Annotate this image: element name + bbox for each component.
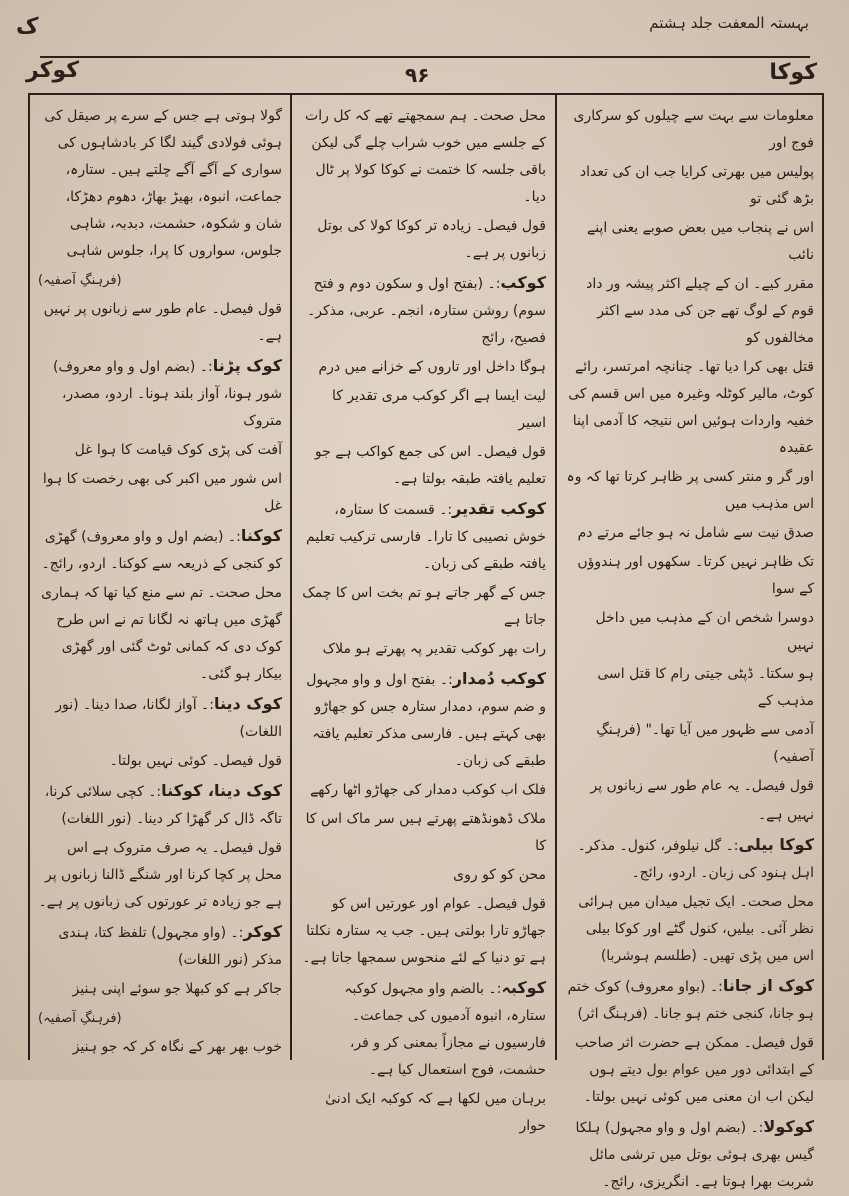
entry-body: قول فیصل۔ یہ صرف متروک ہے اس محل پر کچا کرنا اور شنگے ڈالنا زبانوں پر ہے جو زیادہ تر عورتوں کی زبانوں پر ہے۔ <box>38 840 282 910</box>
entry-text <box>38 835 282 916</box>
entry-body: معلومات سے بہت سے چیلوں کو سرکاری فوج اور <box>573 108 814 151</box>
entry-text <box>38 748 282 775</box>
text-columns <box>28 95 824 1190</box>
entry-body: فلک اب کوکب دمدار کی جھاڑو اٹھا رکھے <box>310 782 546 798</box>
column-right <box>556 95 824 1190</box>
book-title: بہستہ المعفت جلد ہشتم <box>649 14 809 32</box>
entry-body: برہان میں لکھا ہے کہ کوکبہ ایک ادنیٰ حوار <box>325 1091 546 1134</box>
entry-body: قتل بھی کرا دیا تھا۔ چنانچہ امرتسر، رائے کوٹ، مالیر کوٹلہ وغیرہ میں اس قسم کی خفیہ واردات ہوئیں اس نتیجہ کا آدمی اپنا عقیدہ <box>568 359 814 456</box>
entry-body: ملاک ڈھونڈھتے پھرتے ہیں سر ماک اس کا کا <box>305 811 546 854</box>
entry-text <box>566 802 814 829</box>
headword: کوک دینا <box>213 694 282 713</box>
entry-text <box>566 773 814 800</box>
entry-body: قول فیصل۔ زیادہ تر کوکا کولا کی بوتل زبانوں پر ہے۔ <box>317 218 546 261</box>
entry-body: :۔ (بضم اول و واو معروف) شور ہونا، آواز بلند ہونا۔ اردو، مصدر، متروک <box>53 359 282 429</box>
entry-body: اور گر و منتر کسی پر ظاہر کرتا تھا کہ وہ اس مذہب میں <box>566 469 814 512</box>
entry-text <box>38 1034 282 1061</box>
entry-body: :۔ گل نیلوفر، کنول۔ مذکر۔ اہل ہنود کی زبان۔ اردو، رائج۔ <box>577 838 814 881</box>
dictionary-entry <box>38 918 282 974</box>
entry-body: محن کو کو روی <box>453 867 546 883</box>
header-rule-top <box>40 56 810 58</box>
entry-text <box>38 466 282 520</box>
entry-body: خوب بھر بھر کے نگاہ کر کہ جو ہنیز <box>72 1039 282 1055</box>
entry-body: مقرر کیے۔ ان کے چیلے اکثر پیشہ ور داد قوم کے لوگ تھے جن کی مدد سے اکثر مخالفوں کو <box>586 276 814 346</box>
first-headword: کوکا <box>769 60 817 85</box>
column-middle <box>292 95 556 1134</box>
dictionary-entry <box>38 352 282 435</box>
entry-body: قول فیصل۔ عوام اور عورتیں اس کو جھاڑو تارا بولتی ہیں۔ جب یہ ستارہ نکلتا ہے تو دنیا کے لئے منحوس سمجھا جاتا ہے۔ <box>302 896 546 966</box>
entry-text <box>566 520 814 547</box>
entry-body: قول فیصل۔ کوئی نہیں بولتا۔ <box>109 753 282 769</box>
entry-text <box>566 159 814 213</box>
entry-body: (فرہنگِ آصفیہ) <box>38 1011 122 1026</box>
headword: کوکا بیلی <box>738 835 814 854</box>
entry-text <box>302 103 546 211</box>
entry-text <box>38 580 282 688</box>
entry-body: :۔ (واو مجہول) تلفظ کتا، ہندی مذکر (نور اللغات) <box>58 925 282 968</box>
entry-text <box>566 889 814 970</box>
corner-letter: ک <box>16 14 39 39</box>
headword: کوکب تقدیر <box>452 499 546 518</box>
entry-text <box>302 383 546 437</box>
source-citation <box>38 1005 282 1032</box>
entry-body: گولا ہوتی ہے جس کے سرے پر صیقل کی ہوئی فولادی گیند لگا کر بادشاہوں کی سواری کے آگے آگے چلتے ہیں۔ ستارہ، جماعت، انبوہ، بھیڑ بھاڑ، دھوم دھڑکا، شان و شکوہ، حشمت، دبدبہ، شاہی جلوس، سواروں کا پرا، جلوس شاہی <box>44 108 282 259</box>
entry-text <box>302 806 546 860</box>
entry-body: :۔ (بفتح اول و سکون دوم و فتح سوم) روشن ستارہ، انجم۔ عربی، مذکر۔ فصیح، رائج <box>307 276 546 346</box>
entry-body: لیت ایسا ہے اگر کوکب مری تقدیر کا اسیر <box>332 388 546 431</box>
entry-text <box>566 661 814 715</box>
entry-text <box>302 1086 546 1140</box>
entry-text <box>38 296 282 350</box>
entry-text <box>302 354 546 381</box>
entry-body: محل صحت۔ ایک تجیل میدان میں ہرائی نظر آئی۔ بیلیں، کنول گٹے اور کوکا بیلی اس میں پڑی تھیں۔ (طلسم ہوشربا) <box>578 894 814 964</box>
entry-text <box>566 605 814 659</box>
entry-text <box>302 862 546 889</box>
dictionary-entry <box>566 972 814 1028</box>
entry-text <box>566 103 814 157</box>
entry-body: آدمی سے ظہور میں آیا تھا۔" (فرہنگِ آصفیہ) <box>596 722 814 765</box>
entry-text <box>302 636 546 663</box>
dictionary-entry <box>38 777 282 833</box>
entry-body: قول فیصل۔ ممکن ہے حضرت اثر صاحب کے ابتدائی دور میں عوام بول دیتے ہوں لیکن اب ان معنی میں کوئی نہیں بولتا۔ <box>575 1035 814 1105</box>
entry-text <box>38 976 282 1003</box>
dictionary-entry <box>566 831 814 887</box>
entry-body: رات بھر کوکب تقدیر پہ پھرتے ہو ملاک <box>322 641 546 657</box>
headword: کوک پڑنا <box>212 356 282 375</box>
headword: کوکب <box>500 273 546 292</box>
entry-body: محل صحت۔ تم سے منع کیا تھا کہ ہماری گھڑی میں ہاتھ نہ لگانا تم نے اس طرح کوک دی کہ کمانی ٹوٹ گئی اور گھڑی بیکار ہو گئی۔ <box>41 585 282 682</box>
entry-text <box>566 354 814 462</box>
entry-body: :۔ (بضم اول و واو معروف) گھڑی کو کنجی کے ذریعہ سے کوکنا۔ اردو، رائج۔ <box>41 529 282 572</box>
entry-body: :۔ (بواو معروف) کوک ختم ہو جانا، کنجی ختم ہو جانا۔ (فرہنگ اثر) <box>567 979 814 1022</box>
entry-body: قول فیصل۔ عام طور سے زبانوں پر نہیں ہے۔ <box>43 301 282 344</box>
entry-text <box>566 717 814 771</box>
entry-body: جاکر ہے کو کبھلا جو سوئے اپنی ہنیز <box>72 981 282 997</box>
entry-text <box>302 439 546 493</box>
entry-text <box>302 213 546 267</box>
entry-text <box>38 103 282 265</box>
dictionary-entry <box>566 1113 814 1196</box>
dictionary-entry <box>302 974 546 1084</box>
entry-text <box>566 464 814 518</box>
entry-text <box>302 891 546 972</box>
entry-body: :۔ کچی سلائی کرنا، تاگہ ڈال کر گھڑا کر دینا۔ (نور اللغات) <box>44 784 282 827</box>
entry-body: :۔ بفتح اول و واو مجہول و ضم سوم، دمدار ستارہ جس کو جھاڑو بھی کہتے ہیں۔ فارسی مذکر تعلیم یافتہ طبقے کی زبان۔ <box>306 672 546 769</box>
entry-text <box>566 549 814 603</box>
entry-text <box>302 777 546 804</box>
headword: کوکولا <box>763 1117 814 1136</box>
dictionary-entry <box>38 690 282 746</box>
entry-text <box>566 215 814 269</box>
entry-text <box>38 437 282 464</box>
entry-text <box>566 1030 814 1111</box>
headword: کوکبہ <box>501 978 546 997</box>
entry-body: :۔ آواز لگانا، صدا دینا۔ (نور اللغات) <box>55 697 282 740</box>
entry-body: ہوگا داخل اور تاروں کے خزانے میں درم <box>318 359 546 375</box>
headword: کوک دینا، کوکنا <box>161 781 282 800</box>
entry-body: اس نے پنجاب میں بعض صوبے یعنی اپنے نائب <box>587 220 814 263</box>
entry-body: ہو سکتا۔ ڈپٹی جیتی رام کا قتل اسی مذہب کے <box>597 666 814 709</box>
entry-body: صدق نیت سے شامل نہ ہو جائے مرتے دم <box>577 525 814 541</box>
page-header <box>0 0 849 95</box>
headword: کوکر <box>243 922 282 941</box>
entry-body: قول فیصل۔ یہ عام طور سے زبانوں پر <box>590 778 814 794</box>
entry-body: آفت کی پڑی کوک قیامت کا ہوا غل <box>74 442 282 458</box>
last-headword: کوکر <box>26 58 80 83</box>
entry-text <box>302 580 546 634</box>
headword: کوک از جانا <box>722 976 814 995</box>
dictionary-entry <box>38 522 282 578</box>
entry-body: :۔ بالضم واو مجہول کوکبہ ستارہ، انبوہ آدمیوں کی جماعت۔ فارسیوں نے مجازاً بمعنی کر و فر، حشمت، فوج استعمال کیا ہے۔ <box>344 981 546 1078</box>
entry-text <box>566 271 814 352</box>
headword: کوکب دُمدار <box>452 669 546 688</box>
source-citation <box>38 267 282 294</box>
dictionary-entry <box>302 269 546 352</box>
entry-body: محل صحت۔ ہم سمجھتے تھے کہ کل رات کے جلسے میں خوب شراب چلے گی لیکن باقی جلسہ کا ختمت نے کوکا کولا پر ٹال دیا۔ <box>305 108 546 205</box>
entry-body: قول فیصل۔ اس کی جمع کواکب ہے جو تعلیم یافتہ طبقہ بولتا ہے۔ <box>314 444 546 487</box>
entry-body: (فرہنگِ آصفیہ) <box>38 273 122 288</box>
entry-body: دوسرا شخص ان کے مذہب میں داخل نہیں <box>595 610 814 653</box>
entry-body: :۔ قسمت کا ستارہ، خوش نصیبی کا تارا۔ فارسی ترکیب تعلیم یافتہ طبقے کی زبان۔ <box>306 502 546 572</box>
page-number: ۹۶ <box>405 63 430 87</box>
entry-body: نہیں ہے۔ <box>757 807 814 823</box>
entry-body: تک ظاہر نہیں کرتا۔ سکھوں اور ہندوؤں کے سوا <box>577 554 814 597</box>
entry-body: اس شور میں اکبر کی بھی رخصت کا ہوا غل <box>42 471 282 514</box>
entry-body: پولیس میں بھرتی کرایا جب ان کی تعداد بڑھ گئی تو <box>579 164 814 207</box>
dictionary-entry <box>302 495 546 578</box>
headword: کوکنا <box>240 526 282 545</box>
entry-body: جس کے گھر جاتے ہو تم بخت اس کا چمک جاتا ہے <box>302 585 546 628</box>
entry-body: :۔ (بضم اول و واو مجہول) ہلکا گیس بھری ہوئی بوتل میں ترشی مائل شربت بھرا ہوتا ہے۔ انگریزی، رائج۔ <box>575 1120 814 1190</box>
column-left <box>28 95 292 1060</box>
dictionary-entry <box>302 665 546 775</box>
